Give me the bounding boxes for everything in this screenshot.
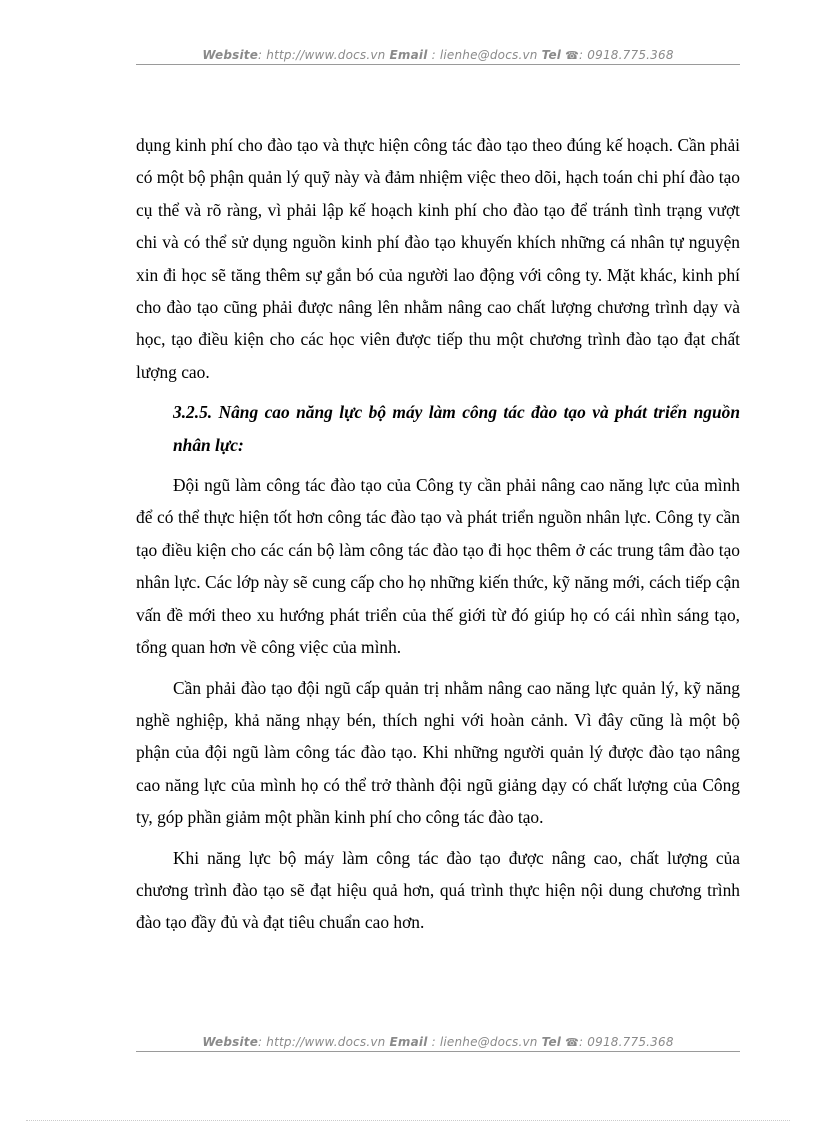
section-heading: 3.2.5. Nâng cao năng lực bộ máy làm công tác đào tạo và phát triển nguồn nhân lực: [173, 402, 740, 455]
tel-label: Tel [541, 1035, 562, 1049]
website-url: : http://www.docs.vn [258, 1035, 386, 1049]
email-address: : lienhe@docs.vn [431, 48, 538, 62]
paragraph-funding: dụng kinh phí cho đào tạo và thực hiện công tác đào tạo theo đúng kế hoạch. Cần phải có một bộ phận quản lý quỹ này và đảm nhiệm việc theo dõi, hạch toán chi phí đào tạo cụ thể và rõ ràng, vì phải lập kế hoạch kinh phí cho đào tạo để tránh tình trạng vượt chi và có thể sử dụng nguồn kinh phí đào tạo khuyến khích những cá nhân tự nguyện xin đi học sẽ tăng thêm sự gắn bó của người lao động với công ty. Mặt khác, kinh phí cho đào tạo cũng phải được nâng lên nhằm nâng cao chất lượng chương trình dạy và học, tạo điều kiện cho các học viên được tiếp thu một chương trình đào tạo đạt chất lượng cao. [136, 135, 740, 382]
page-header [136, 48, 740, 65]
paragraph-conclusion: Khi năng lực bộ máy làm công tác đào tạo được nâng cao, chất lượng của chương trình đào tạo sẽ đạt hiệu quả hơn, quá trình thực hiện nội dung chương trình đào tạo đầy đủ và đạt tiêu chuẩn cao hơn. [136, 847, 740, 933]
phone-icon: ☎ [565, 49, 580, 62]
paragraph-management-training: Cần phải đào tạo đội ngũ cấp quản trị nhằm nâng cao năng lực quản lý, kỹ năng nghề nghiệp, khả năng nhạy bén, thích nghi với hoàn cảnh. Vì đây cũng là một bộ phận của đội ngũ làm công tác đào tạo. Khi những người quản lý được đào tạo nâng cao năng lực của mình họ có thể trở thành đội ngũ giảng dạy có chất lượng của Công ty, góp phần giảm một phần kinh phí cho công tác đào tạo. [136, 677, 740, 828]
email-label: Email [389, 1035, 428, 1049]
website-url: : http://www.docs.vn [258, 48, 386, 62]
paragraph-training-team: Đội ngũ làm công tác đào tạo của Công ty cần phải nâng cao năng lực của mình để có thể thực hiện tốt hơn công tác đào tạo và phát triển nguồn nhân lực. Công ty cần tạo điều kiện cho các cán bộ làm công tác đào tạo đi học thêm ở các trung tâm đào tạo nhân lực. Các lớp này sẽ cung cấp cho họ những kiến thức, kỹ năng mới, cách tiếp cận vấn đề mới theo xu hướng phát triển của thế giới từ đó giúp họ có cái nhìn sáng tạo, tổng quan hơn về công việc của mình. [136, 475, 740, 658]
tel-label: Tel [541, 48, 562, 62]
email-address: : lienhe@docs.vn [431, 1035, 538, 1049]
phone-icon: ☎ [565, 1036, 580, 1049]
document-body [136, 129, 740, 939]
tel-number: : 0918.775.368 [579, 1035, 674, 1049]
tel-number: : 0918.775.368 [579, 48, 674, 62]
email-label: Email [389, 48, 428, 62]
website-label: Website [202, 1035, 259, 1049]
page-footer [136, 1035, 740, 1052]
page-bottom-divider [26, 1120, 790, 1121]
website-label: Website [202, 48, 259, 62]
